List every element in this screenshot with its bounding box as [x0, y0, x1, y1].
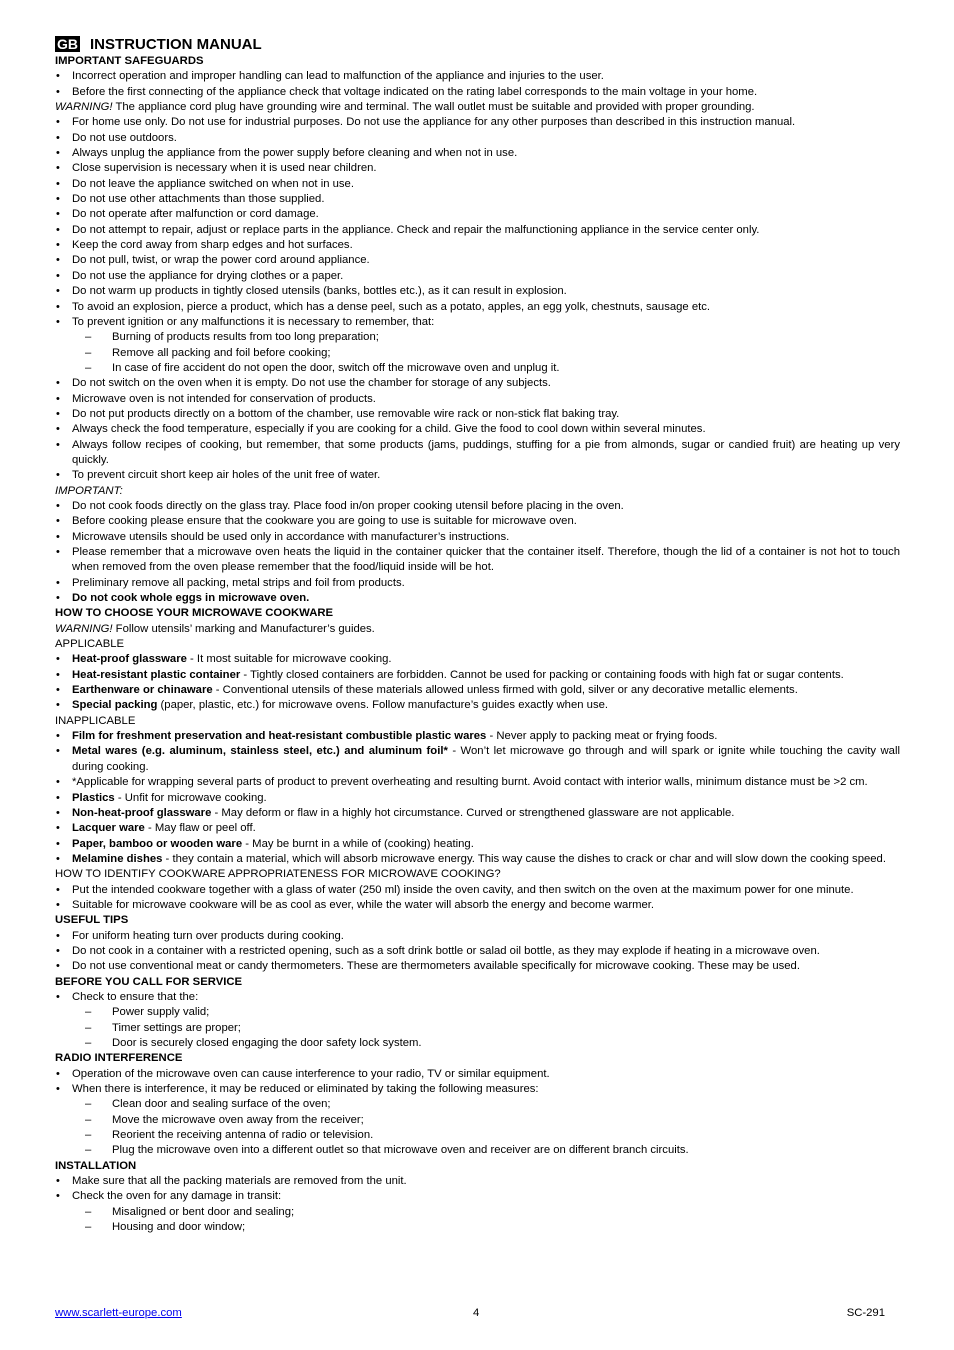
- line-text: Do not leave the appliance switched on when not in use.: [72, 177, 354, 190]
- line-text: To avoid an explosion, pierce a product, which has a dense peel, such as a potato, apples, an egg yolk, chestnuts, sausage etc.: [72, 300, 711, 313]
- bold-lead: Heat-proof glassware: [72, 653, 187, 666]
- line-text: Do not attempt to repair, adjust or replace parts in the appliance. Check and repair the malfunctioning appliance in the service center only.: [72, 223, 760, 236]
- line-text: - Never apply to packing meat or frying foods.: [486, 730, 718, 743]
- line-text: Do not cook in a container with a restricted opening, such as a soft drink bottle or salad oil bottle, as they may explode if heating in a microwave oven.: [72, 944, 820, 957]
- line-text: Close supervision is necessary when it is used near children.: [72, 162, 377, 175]
- line-text: Operation of the microwave oven can cause interference to your radio, TV or similar equipment.: [72, 1067, 550, 1080]
- bullet-item: [55, 146, 900, 161]
- bullet-item: [55, 1067, 900, 1082]
- dash-item: [55, 1036, 900, 1051]
- bullet-item: [55, 1174, 900, 1189]
- bullet-item: [55, 115, 900, 130]
- bold-lead: Do not cook whole eggs in microwave oven.: [72, 592, 310, 605]
- text-line: [55, 622, 900, 637]
- bullet-item: [55, 1082, 900, 1097]
- line-text: Always follow recipes of cooking, but remember, that some products (jams, puddings, stuffing for a pie from almonds, sugar or candied fruit) are heating up very quickly.: [72, 438, 900, 466]
- line-text: Do not pull, twist, or wrap the power cord around appliance.: [72, 254, 370, 267]
- bullet-item: [55, 744, 900, 775]
- dash-item: [55, 1143, 900, 1158]
- line-text: Do not put products directly on a bottom of the chamber, use removable wire rack or non-stick flat baking tray.: [72, 407, 620, 420]
- bullet-item: [55, 883, 900, 898]
- line-text: - Won’t let microwave go through and will spark or ignite while touching the cavity wall during cooking.: [72, 745, 900, 773]
- bullet-item: [55, 729, 900, 744]
- line-text: Timer settings are proper;: [112, 1021, 241, 1034]
- bullet-item: [55, 315, 900, 330]
- line-text: USEFUL TIPS: [55, 914, 129, 927]
- bullet-item: [55, 407, 900, 422]
- bold-lead: Earthenware or chinaware: [72, 684, 213, 697]
- bold-lead: Metal wares (e.g. aluminum, stainless steel, etc.) and aluminum foil*: [72, 745, 448, 758]
- website-link[interactable]: www.scarlett-europe.com: [55, 1307, 182, 1319]
- dash-item: [55, 1097, 900, 1112]
- line-text: To prevent circuit short keep air holes of the unit free of water.: [72, 469, 381, 482]
- line-text: Put the intended cookware together with a glass of water (250 ml) inside the oven cavity, and then switch on the oven at the maximum power for one minute.: [72, 883, 854, 896]
- bullet-item: [55, 376, 900, 391]
- bold-lead: Film for freshment preservation and heat-resistant combustible plastic wares: [72, 730, 487, 743]
- model-number: SC-291: [846, 1307, 885, 1319]
- line-text: Follow utensils’ marking and Manufacturer’s guides.: [112, 622, 375, 635]
- dash-item: [55, 1220, 900, 1235]
- manual-page: [55, 35, 900, 1235]
- line-text: Check the oven for any damage in transit:: [72, 1190, 282, 1203]
- bullet-item: [55, 791, 900, 806]
- line-text: Clean door and sealing surface of the oven;: [112, 1098, 331, 1111]
- bullet-item: [55, 253, 900, 268]
- line-text: - It most suitable for microwave cooking.: [186, 653, 392, 666]
- line-text: Do not use the appliance for drying clothes or a paper.: [72, 269, 344, 282]
- dash-item: [55, 330, 900, 345]
- line-text: Move the microwave oven away from the receiver;: [112, 1113, 364, 1126]
- bullet-item: [55, 959, 900, 974]
- bullet-item: [55, 284, 900, 299]
- line-text: Do not use other attachments than those supplied.: [72, 193, 325, 206]
- line-text: Keep the cord away from sharp edges and hot surfaces.: [72, 239, 353, 252]
- dash-item: [55, 1005, 900, 1020]
- bullet-item: [55, 422, 900, 437]
- bullet-item: [55, 438, 900, 469]
- bullet-item: [55, 683, 900, 698]
- bullet-item: [55, 131, 900, 146]
- line-text: In case of fire accident do not open the door, switch off the microwave oven and unplug it.: [112, 361, 560, 374]
- line-text: APPLICABLE: [55, 638, 125, 651]
- language-badge: GB: [57, 36, 78, 52]
- bullet-item: [55, 514, 900, 529]
- line-text: Preliminary remove all packing, metal strips and foil from products.: [72, 576, 405, 589]
- section-heading: [55, 1051, 900, 1066]
- line-text: (paper, plastic, etc.) for microwave ovens. Follow manufacture’s guides exactly when use.: [157, 699, 609, 712]
- bullet-item: [55, 944, 900, 959]
- line-text: IMPORTANT SAFEGUARDS: [55, 55, 204, 67]
- line-text: Do not use conventional meat or candy thermometers. These are thermometers available specifically for microwave cooking. These may be used.: [72, 960, 800, 973]
- line-text: Please remember that a microwave oven heats the liquid in the container quicker that the container itself. Therefore, though the lid of a container is not hot to touch when removed from the oven please remember that the food/liquid inside will be hot.: [72, 546, 900, 574]
- title-text: INSTRUCTION MANUAL: [90, 36, 262, 53]
- line-text: Suitable for microwave cookware will be as cool as ever, while the water will absorb the energy and become warmer.: [72, 898, 655, 911]
- bullet-item: [55, 668, 900, 683]
- text-line: [55, 867, 900, 882]
- bullet-item: [55, 852, 900, 867]
- bullet-item: [55, 775, 900, 790]
- line-text: - they contain a material, which will absorb microwave energy. This way cause the dishes to crack or char and will slow down the cooking speed.: [162, 852, 886, 865]
- line-text: - Unfit for microwave cooking.: [114, 791, 267, 804]
- text-line: [55, 714, 900, 729]
- bullet-item: [55, 223, 900, 238]
- bullet-item: [55, 698, 900, 713]
- bullet-item: [55, 929, 900, 944]
- line-text: Do not warm up products in tightly closed utensils (banks, bottles etc.), as it can result in explosion.: [72, 285, 567, 298]
- text-line: [55, 100, 900, 115]
- page-footer: [55, 1307, 885, 1323]
- bullet-item: [55, 591, 900, 606]
- section-heading: [55, 606, 900, 621]
- italic-lead: WARNING!: [55, 101, 113, 114]
- bullet-item: [55, 821, 900, 836]
- line-text: Before cooking please ensure that the cookware you are going to use is suitable for microwave oven.: [72, 515, 577, 528]
- bold-lead: Paper, bamboo or wooden ware: [72, 837, 243, 850]
- line-text: For uniform heating turn over products during cooking.: [72, 929, 344, 942]
- text-line: [55, 484, 900, 499]
- bullet-item: [55, 576, 900, 591]
- line-text: Remove all packing and foil before cooking;: [112, 346, 331, 359]
- line-text: - Conventional utensils of these materials allowed unless firmed with gold, silver or any decorative metallic elements.: [212, 684, 798, 697]
- bullet-item: [55, 269, 900, 284]
- line-text: Incorrect operation and improper handling can lead to malfunction of the appliance and injuries to the user.: [72, 70, 604, 83]
- bullet-item: [55, 238, 900, 253]
- line-text: Before the first connecting of the appliance check that voltage indicated on the rating label corresponds to the main voltage in your home.: [72, 85, 758, 98]
- line-text: When there is interference, it may be reduced or eliminated by taking the following measures:: [72, 1083, 539, 1096]
- bullet-item: [55, 161, 900, 176]
- bullet-item: [55, 192, 900, 207]
- bold-lead: Special packing: [72, 699, 158, 712]
- line-text: Reorient the receiving antenna of radio or television.: [112, 1129, 374, 1142]
- bullet-item: [55, 300, 900, 315]
- bullet-item: [55, 177, 900, 192]
- manual-title: [55, 35, 900, 54]
- section-heading: [55, 1159, 900, 1174]
- dash-item: [55, 361, 900, 376]
- bold-lead: Melamine dishes: [72, 852, 163, 865]
- line-text: HOW TO CHOOSE YOUR MICROWAVE COOKWARE: [55, 607, 334, 620]
- dash-item: [55, 1205, 900, 1220]
- bold-lead: Lacquer ware: [72, 822, 145, 835]
- line-text: Door is securely closed engaging the door safety lock system.: [112, 1037, 422, 1049]
- dash-item: [55, 1021, 900, 1036]
- line-text: RADIO INTERFERENCE: [55, 1052, 183, 1065]
- line-text: Always check the food temperature, especially if you are cooking for a child. Give the food to cool down within several minutes.: [72, 423, 706, 436]
- line-text: INAPPLICABLE: [55, 714, 136, 727]
- line-text: Do not cook foods directly on the glass tray. Place food in/on proper cooking utensil before placing in the oven.: [72, 499, 624, 512]
- line-text: The appliance cord plug have grounding wire and terminal. The wall outlet must be suitable and provided with proper grounding.: [112, 101, 755, 114]
- bullet-item: [55, 499, 900, 514]
- dash-item: [55, 1113, 900, 1128]
- bullet-item: [55, 898, 900, 913]
- dash-item: [55, 346, 900, 361]
- bullet-item: [55, 85, 900, 100]
- bold-lead: Non-heat-proof glassware: [72, 806, 212, 819]
- bullet-item: [55, 545, 900, 576]
- line-text: Microwave utensils should be used only in accordance with manufacturer’s instructions.: [72, 530, 510, 543]
- bullet-item: [55, 530, 900, 545]
- line-text: - Tightly closed containers are forbidden. Cannot be used for packing or containing foods with high fat or sugar contents.: [240, 668, 844, 681]
- bullet-item: [55, 806, 900, 821]
- dash-item: [55, 1128, 900, 1143]
- line-text: - May be burnt in a while of (cooking) heating.: [242, 837, 474, 850]
- line-text: To prevent ignition or any malfunctions it is necessary to remember, that:: [72, 315, 435, 328]
- bullet-item: [55, 468, 900, 483]
- manual-body: [55, 54, 900, 1235]
- line-text: For home use only. Do not use for industrial purposes. Do not use the appliance for any other purposes than described in this instruction manual.: [72, 116, 796, 129]
- line-text: Check to ensure that the:: [72, 990, 199, 1003]
- bullet-item: [55, 1189, 900, 1204]
- bullet-item: [55, 207, 900, 222]
- line-text: Do not switch on the oven when it is empty. Do not use the chamber for storage of any subjects.: [72, 377, 551, 390]
- bold-lead: Plastics: [72, 791, 115, 804]
- page-number: 4: [473, 1307, 480, 1319]
- section-heading: [55, 54, 900, 69]
- line-text: Do not operate after malfunction or cord damage.: [72, 208, 319, 221]
- bullet-item: [55, 990, 900, 1005]
- line-text: - May flaw or peel off.: [144, 822, 256, 835]
- line-text: Plug the microwave oven into a different outlet so that microwave oven and receiver are on different branch circuits.: [112, 1144, 689, 1157]
- line-text: Microwave oven is not intended for conservation of products.: [72, 392, 376, 405]
- line-text: Power supply valid;: [112, 1006, 210, 1019]
- line-text: *Applicable for wrapping several parts of product to prevent overheating and resulting burnt. Avoid contact with interior walls, minimum distance must be >2 cm.: [72, 776, 868, 789]
- section-heading: [55, 975, 900, 990]
- line-text: HOW TO IDENTIFY COOKWARE APPROPRIATENESS FOR MICROWAVE COOKING?: [55, 868, 501, 881]
- line-text: - May deform or flaw in a highly hot circumstance. Curved or strengthened glassware are not applicable.: [211, 806, 735, 819]
- line-text: Do not use outdoors.: [72, 131, 177, 144]
- bullet-item: [55, 837, 900, 852]
- italic-lead: WARNING!: [55, 622, 113, 635]
- line-text: Misaligned or bent door and sealing;: [112, 1205, 295, 1218]
- line-text: Burning of products results from too long preparation;: [112, 331, 379, 344]
- section-heading: [55, 913, 900, 928]
- bold-lead: Heat-resistant plastic container: [72, 668, 241, 681]
- line-text: BEFORE YOU CALL FOR SERVICE: [55, 975, 243, 988]
- bullet-item: [55, 69, 900, 84]
- text-line: [55, 637, 900, 652]
- line-text: Always unplug the appliance from the power supply before cleaning and when not in use.: [72, 147, 518, 160]
- italic-lead: IMPORTANT:: [55, 484, 123, 497]
- bullet-item: [55, 652, 900, 667]
- line-text: INSTALLATION: [55, 1159, 137, 1172]
- line-text: Make sure that all the packing materials are removed from the unit.: [72, 1175, 407, 1188]
- line-text: Housing and door window;: [112, 1221, 246, 1234]
- bullet-item: [55, 392, 900, 407]
